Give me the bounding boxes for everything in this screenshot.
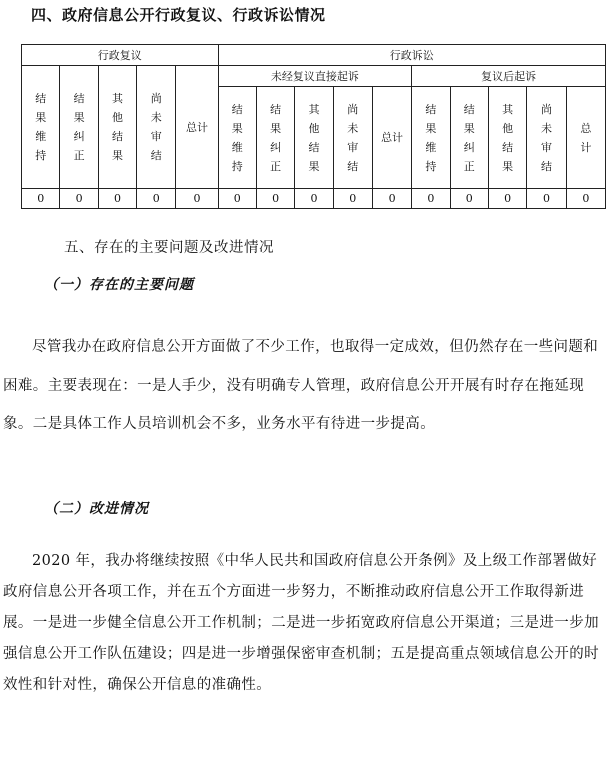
col-direct-pending: 尚未审结 <box>333 87 372 189</box>
table-cell: 0 <box>137 189 176 209</box>
table-cell: 0 <box>22 189 60 209</box>
header-admin-litigation: 行政诉讼 <box>218 45 606 66</box>
table-cell: 0 <box>566 189 605 209</box>
table-cell: 0 <box>256 189 294 209</box>
table-cell: 0 <box>333 189 372 209</box>
header-direct-suit: 未经复议直接起诉 <box>218 66 412 87</box>
review-litigation-table <box>21 44 606 209</box>
col-review-other: 其他结果 <box>98 66 136 189</box>
col-after-pending: 尚未审结 <box>527 87 566 189</box>
header-admin-review: 行政复议 <box>22 45 219 66</box>
table-cell: 0 <box>176 189 218 209</box>
col-direct-other: 其他结果 <box>295 87 333 189</box>
table-cell: 0 <box>450 189 488 209</box>
col-direct-upheld: 结果维持 <box>218 87 256 189</box>
col-review-pending: 尚未审结 <box>137 66 176 189</box>
table-cell: 0 <box>98 189 136 209</box>
col-after-upheld: 结果维持 <box>412 87 450 189</box>
table-cell: 0 <box>412 189 450 209</box>
col-after-corrected: 结果纠正 <box>450 87 488 189</box>
col-after-total: 总计 <box>566 87 605 189</box>
table-cell: 0 <box>295 189 333 209</box>
col-direct-total: 总计 <box>372 87 411 189</box>
subheading-problems: （一）存在的主要问题 <box>44 277 194 293</box>
section-5-heading: 五、存在的主要问题及改进情况 <box>64 240 274 256</box>
table-cell: 0 <box>488 189 526 209</box>
col-review-upheld: 结果维持 <box>22 66 60 189</box>
col-review-corrected: 结果纠正 <box>60 66 98 189</box>
subheading-improvements: （二）改进情况 <box>44 501 149 517</box>
table-cell: 0 <box>527 189 566 209</box>
table-cell: 0 <box>60 189 98 209</box>
col-direct-corrected: 结果纠正 <box>256 87 294 189</box>
paragraph-improvements: 2020 年，我办将继续按照《中华人民共和国政府信息公开条例》及上级工作部署做好政府信息公开各项工作，并在五个方面进一步努力，不断推动政府信息公开工作取得新进展。一是进一步健全信息公开工作机制；二是进一步拓宽政府信息公开渠道；三是进一步加强信息公开工作队伍建设；四是进一步增强保密审查机制；五是提高重点领域信息公开的时效性和针对性，确保公开信息的准确性。 <box>3 553 599 693</box>
table-cell: 0 <box>218 189 256 209</box>
paragraph-problems: 尽管我办在政府信息公开方面做了不少工作，也取得一定成效，但仍然存在一些问题和困难。主要表现在：一是人手少，没有明确专人管理，政府信息公开开展有时存在拖延现象。二是具体工作人员培训机会不多，业务水平有待进一步提高。 <box>3 339 599 432</box>
table-cell: 0 <box>372 189 411 209</box>
header-after-review: 复议后起诉 <box>412 66 606 87</box>
section-4-heading: 四、政府信息公开行政复议、行政诉讼情况 <box>31 6 326 24</box>
col-review-total: 总计 <box>176 66 218 189</box>
col-after-other: 其他结果 <box>488 87 526 189</box>
